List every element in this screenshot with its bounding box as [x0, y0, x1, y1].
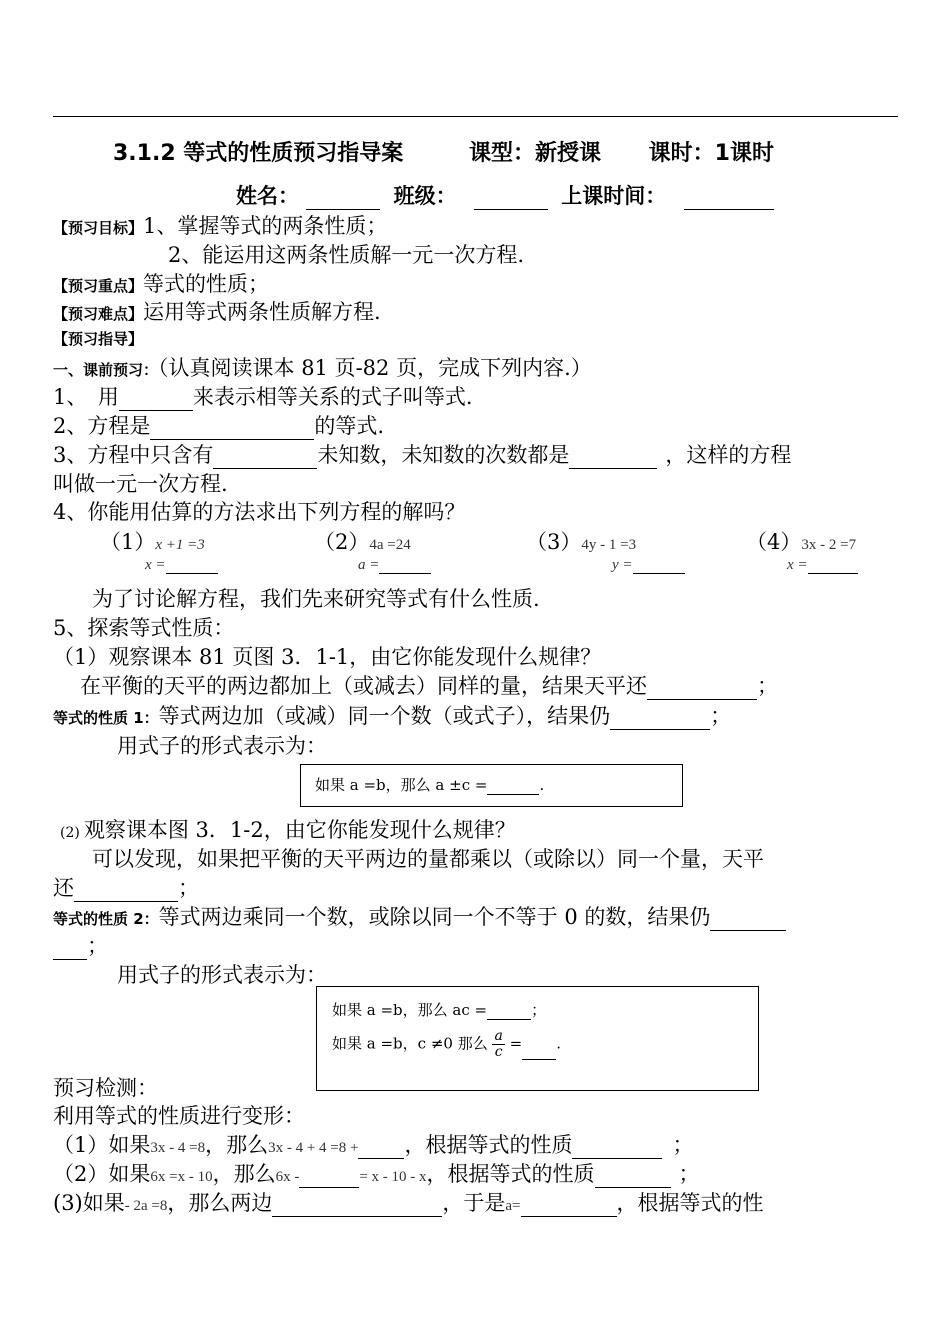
check-1-d: ； — [672, 1133, 694, 1157]
q5-p2c-blank[interactable] — [74, 881, 178, 902]
q5-p2c-end: ； — [178, 876, 199, 900]
check-1-c: ，根据等式的性质 — [404, 1133, 573, 1157]
q4-answer-4-label: x = — [787, 557, 808, 573]
q5-text: 5、探索等式性质： — [53, 616, 235, 640]
q5-p2-num: (2) — [60, 825, 80, 841]
q4-item-2-num: （2） — [314, 530, 370, 554]
check-2-blank-1[interactable] — [299, 1167, 359, 1188]
name-field[interactable] — [306, 189, 380, 210]
difficulty-text: 运用等式两条性质解方程. — [143, 300, 381, 324]
form2-text: 用式子的形式表示为： — [117, 963, 327, 987]
box2-line1-text: 如果 a =b，那么 ac = — [332, 1001, 488, 1019]
box2-line2-end: . — [556, 1034, 561, 1053]
prop1-row — [53, 700, 731, 730]
q1-text-a: 1、 用 — [53, 385, 119, 409]
box2-blank-1[interactable] — [487, 1003, 531, 1020]
check-2-eq: 6x =x - 10 — [150, 1169, 213, 1185]
check-3-c: ，于是 — [442, 1191, 506, 1215]
check-3-d: ，根据等式的性 — [616, 1191, 764, 1215]
check-3-eq: - 2a =8 — [124, 1198, 168, 1214]
q3-text-c: ，这样的方程 — [665, 443, 792, 467]
difficulty-row — [53, 296, 381, 326]
student-info-row — [236, 180, 774, 210]
check-1-a: （1）如果 — [53, 1133, 151, 1157]
fraction-a-over-c — [492, 1029, 504, 1060]
top-rule — [53, 116, 898, 117]
q5-p2c: 还 — [53, 876, 74, 900]
q1-blank[interactable] — [119, 390, 193, 411]
time-field[interactable] — [684, 189, 774, 210]
check-2-d: ； — [678, 1162, 700, 1186]
goal-item-2: 2、能运用这两条性质解一元一次方程. — [168, 243, 525, 267]
q4-answer-2-label: a = — [358, 557, 380, 573]
q4-answer-4 — [787, 553, 858, 574]
check-intro: 利用等式的性质进行变形： — [53, 1104, 305, 1128]
check-3-blank-1[interactable] — [272, 1196, 442, 1217]
check-1-blank-1[interactable] — [358, 1138, 404, 1159]
focus-row — [53, 268, 269, 298]
prop1-end: ； — [710, 704, 732, 728]
q4-answer-2-blank[interactable] — [379, 553, 431, 574]
q4-item-1-eq: x +1 =3 — [155, 537, 205, 553]
check-2-row — [53, 1158, 700, 1188]
check-2-a: （2）如果 — [53, 1162, 151, 1186]
q4-answer-1-blank[interactable] — [166, 553, 218, 574]
guide-tag: 【预习指导】 — [53, 330, 144, 348]
q5-p1b-blank[interactable] — [647, 679, 757, 700]
focus-text: 等式的性质； — [143, 272, 270, 296]
section1-note: （认真阅读课本 81 页-82 页，完成下列内容.） — [158, 356, 592, 380]
q5-p2c-row — [53, 872, 199, 902]
q5-p1b-row — [80, 670, 778, 700]
check-3-b: ，那么两边 — [167, 1191, 273, 1215]
form1-text: 用式子的形式表示为： — [117, 734, 327, 758]
goal-item-1: 1、掌握等式的两条性质； — [143, 214, 388, 238]
check-3-a: (3)如果 — [53, 1191, 125, 1215]
check-2-eq2: 6x - — [275, 1169, 300, 1185]
q2-text-a: 2、方程是 — [53, 414, 151, 438]
check-2-b: ，那么 — [212, 1162, 276, 1186]
check-1-eq: 3x - 4 =8 — [150, 1140, 206, 1156]
class-field[interactable] — [474, 189, 548, 210]
check-heading: 预习检测： — [53, 1076, 158, 1100]
q4-item-3-eq: 4y - 1 =3 — [581, 537, 637, 553]
q4-item-3-num: （3） — [526, 530, 582, 554]
q3-text-b: 未知数，未知数的次数都是 — [317, 443, 570, 467]
q4-item-4 — [746, 526, 856, 556]
q4-item-2 — [314, 526, 411, 556]
prop2-text: 等式两边乘同一个数，或除以同一个不等于 0 的数，结果仍 — [158, 905, 711, 929]
q4-answer-3-label: y = — [612, 557, 633, 573]
box2-line2-eq: = — [509, 1034, 523, 1053]
q4-item-4-eq: 3x - 2 =7 — [801, 537, 857, 553]
q2-row — [53, 410, 384, 440]
goals-tag: 【预习目标】 — [53, 219, 144, 237]
check-1-eq2: 3x - 4 + 4 =8 + — [268, 1140, 359, 1156]
q4-answer-2 — [358, 553, 431, 574]
prop2-row-2 — [53, 930, 108, 960]
prop2-row — [53, 901, 786, 931]
q4-after: 为了讨论解方程，我们先来研究等式有什么性质. — [92, 587, 540, 611]
title-text: 3.1.2 等式的性质预习指导案 — [113, 141, 404, 166]
box2-blank-2[interactable] — [522, 1043, 556, 1060]
q1-row — [53, 381, 473, 411]
box2-line-2 — [332, 1029, 561, 1060]
prop1-tag: 等式的性质 1： — [53, 709, 159, 727]
q4-item-1 — [100, 526, 205, 556]
q3-text-d: 叫做一元一次方程. — [53, 472, 228, 496]
lesson-period: 课时：1课时 — [648, 141, 774, 166]
class-label: 班级： — [393, 184, 457, 208]
box2-line1-end: ； — [531, 1001, 547, 1019]
prop1-blank[interactable] — [610, 709, 710, 730]
q4-answer-1-label: x = — [145, 557, 166, 573]
check-2-eq3: = x - 10 - x — [359, 1169, 427, 1185]
box1-end: . — [539, 776, 545, 794]
section1-heading: 一、课前预习： — [53, 361, 159, 379]
formula-box-1 — [300, 764, 683, 807]
difficulty-tag: 【预习难点】 — [53, 305, 144, 323]
q4-answer-3-blank[interactable] — [633, 553, 685, 574]
q3-blank-2[interactable] — [569, 448, 657, 469]
lesson-type: 课型：新授课 — [468, 141, 601, 166]
q4-answer-3 — [612, 553, 685, 574]
box1-blank[interactable] — [487, 778, 539, 795]
q2-text-b: 的等式. — [314, 414, 385, 438]
q4-item-4-num: （4） — [746, 530, 802, 554]
prop2-blank-1[interactable] — [710, 910, 786, 931]
q4-item-3 — [526, 526, 636, 556]
check-3-blank-2[interactable] — [521, 1196, 617, 1217]
check-3-var: a= — [505, 1198, 521, 1214]
box2-line2-text: 如果 a =b，c ≠0 那么 — [332, 1034, 488, 1053]
q5-p1b-end: ； — [757, 674, 778, 698]
q5-p1b: 在平衡的天平的两边都加上（或减去）同样的量，结果天平还 — [80, 674, 647, 698]
q3-blank-1[interactable] — [213, 448, 317, 469]
q3-text-a: 3、方程中只含有 — [53, 443, 214, 467]
q5-p2b: 可以发现，如果把平衡的天平两边的量都乘以（或除以）同一个量，天平 — [92, 847, 764, 871]
q4-item-1-num: （1） — [100, 530, 156, 554]
q3-row — [53, 439, 791, 469]
name-label: 姓名： — [236, 184, 299, 208]
prop1-text: 等式两边加（或减）同一个数（或式子），结果仍 — [158, 704, 611, 728]
time-label: 上课时间： — [561, 184, 667, 208]
focus-tag: 【预习重点】 — [53, 277, 144, 295]
q1-text-b: 来表示相等关系的式子叫等式. — [192, 385, 473, 409]
q4-answer-1 — [145, 553, 218, 574]
page-title — [113, 136, 774, 167]
section1-heading-row — [53, 352, 592, 382]
check-1-b: ，那么 — [205, 1133, 269, 1157]
check-2-blank-2[interactable] — [595, 1167, 671, 1188]
check-1-blank-2[interactable] — [572, 1138, 662, 1159]
check-3-row — [53, 1187, 764, 1217]
q4-text: 4、你能用估算的方法求出下列方程的解吗？ — [53, 500, 466, 524]
q2-blank[interactable] — [150, 419, 314, 440]
q5-p2-row — [60, 814, 516, 844]
q5-p1: （1）观察课本 81 页图 3．1-1，由它你能发现什么规律？ — [53, 645, 602, 669]
q4-item-2-eq: 4a =24 — [369, 537, 411, 553]
prop2-end: ； — [87, 934, 108, 958]
prop2-tag: 等式的性质 2： — [53, 910, 159, 928]
q5-p2: 观察课本图 3．1-2，由它你能发现什么规律？ — [83, 818, 516, 842]
check-1-row — [53, 1129, 693, 1159]
fraction-denominator: c — [494, 1044, 503, 1060]
box2-line-1 — [332, 999, 546, 1020]
fraction-numerator: a — [494, 1028, 503, 1044]
q4-answer-4-blank[interactable] — [808, 553, 858, 574]
box1-text: 如果 a =b，那么 a ±c = — [315, 776, 488, 794]
check-2-c: ，根据等式的性质 — [426, 1162, 595, 1186]
formula-box-2 — [316, 986, 759, 1091]
box1-line — [315, 774, 544, 795]
goals-row-1 — [53, 210, 387, 240]
prop2-blank-2[interactable] — [53, 939, 87, 960]
